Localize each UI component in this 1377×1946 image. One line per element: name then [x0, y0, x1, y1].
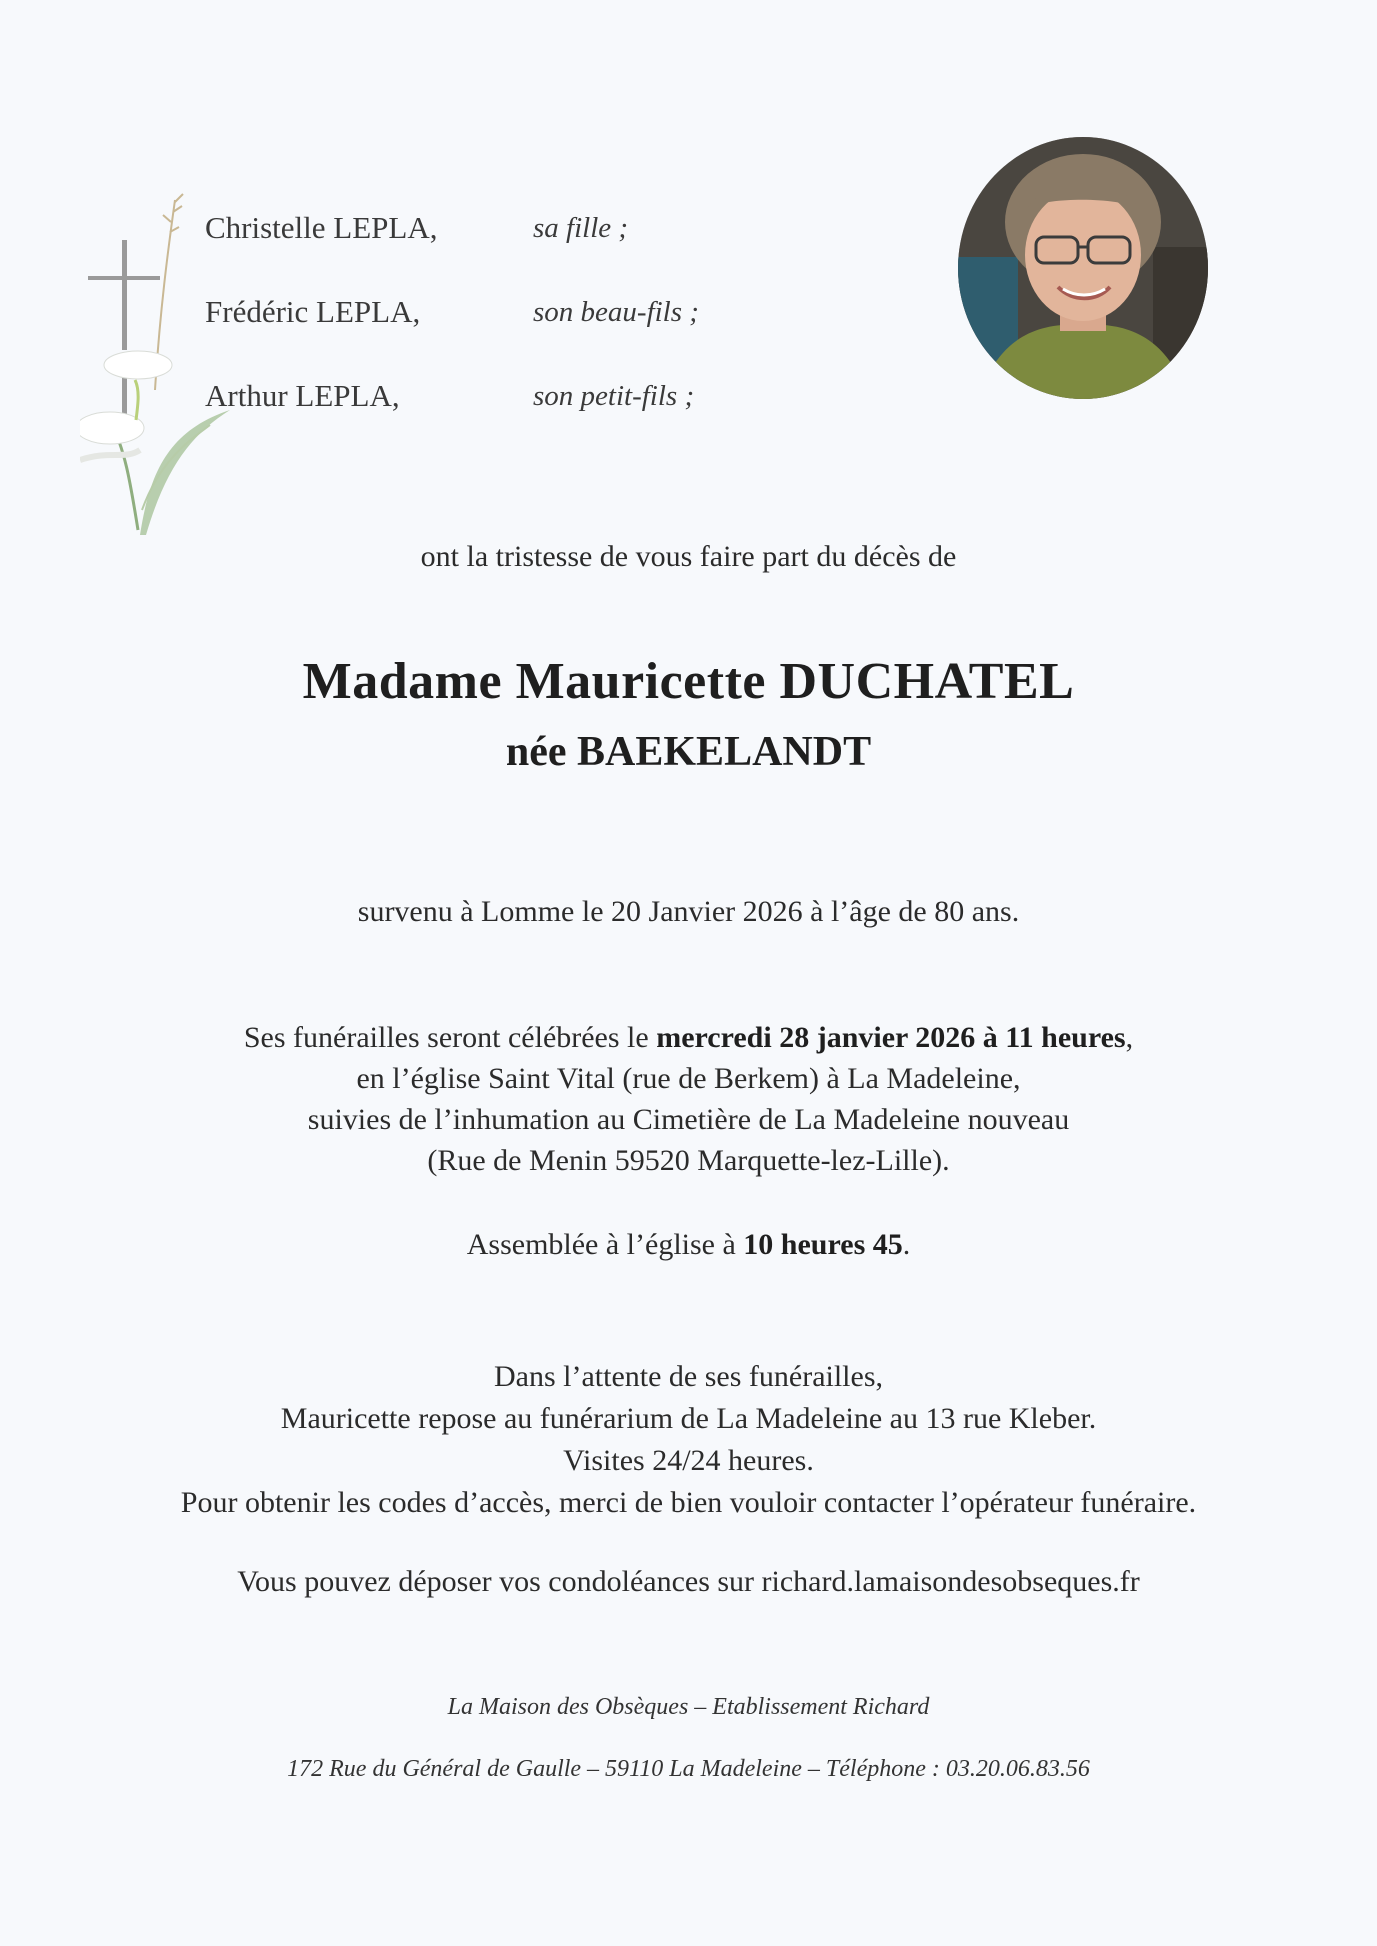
family-member — [205, 378, 765, 462]
assembly-time: 10 heures 45 — [743, 1228, 903, 1261]
death-info: survenu à Lomme le 20 Janvier 2026 à l’âge de 80 ans. — [357, 895, 1020, 928]
family-member-name: Arthur LEPLA, — [205, 378, 400, 413]
repose-line: Visites 24/24 heures. — [563, 1444, 814, 1477]
funeral-line-1 — [0, 1017, 1377, 1058]
portrait-photo — [958, 137, 1208, 399]
family-member-relation: son beau-fils ; — [533, 296, 699, 328]
family-list — [205, 210, 765, 462]
funeral-line-4: (Rue de Menin 59520 Marquette-lez-Lille). — [427, 1144, 950, 1177]
repose-line: Pour obtenir les codes d’accès, merci de bien vouloir contacter l’opérateur funéraire. — [180, 1486, 1197, 1519]
assembly-suffix: . — [902, 1228, 911, 1261]
footer-address: 172 Rue du Général de Gaulle – 59110 La Madeleine – Téléphone : 03.20.06.83.56 — [287, 1756, 1090, 1782]
repose-line: Dans l’attente de ses funérailles, — [493, 1360, 884, 1393]
repose-info — [0, 1356, 1377, 1524]
funeral-line-2: en l’église Saint Vital (rue de Berkem) à La Madeleine, — [356, 1062, 1021, 1095]
family-member-name: Frédéric LEPLA, — [205, 294, 421, 329]
funeral-line-1-prefix: Ses funérailles seront célébrées le — [243, 1021, 657, 1054]
family-member — [205, 294, 765, 378]
assembly-prefix: Assemblée à l’église à — [466, 1228, 744, 1261]
funeral-details — [0, 1017, 1377, 1181]
family-member-name: Christelle LEPLA, — [205, 210, 438, 245]
funeral-date-time: mercredi 28 janvier 2026 à 11 heures — [656, 1021, 1126, 1054]
family-member-relation: sa fille ; — [533, 212, 629, 244]
announcement-intro: ont la tristesse de vous faire part du décès de — [420, 540, 957, 573]
maiden-name: née BAEKELANDT — [505, 729, 872, 775]
funeral-line-3: suivies de l’inhumation au Cimetière de La Madeleine nouveau — [307, 1103, 1070, 1136]
repose-line: Mauricette repose au funérarium de La Madeleine au 13 rue Kleber. — [280, 1402, 1097, 1435]
deceased-name: Madame Mauricette DUCHATEL — [302, 653, 1075, 710]
family-member — [205, 210, 765, 294]
family-member-relation: son petit-fils ; — [533, 380, 695, 412]
funeral-line-1-suffix: , — [1125, 1021, 1134, 1054]
portrait-illustration — [958, 137, 1208, 399]
footer-company: La Maison des Obsèques – Etablissement Richard — [447, 1694, 930, 1720]
condolences-text: Vous pouvez déposer vos condoléances sur richard.lamaisondesobseques.fr — [237, 1565, 1140, 1598]
assembly-info — [0, 1228, 1377, 1262]
